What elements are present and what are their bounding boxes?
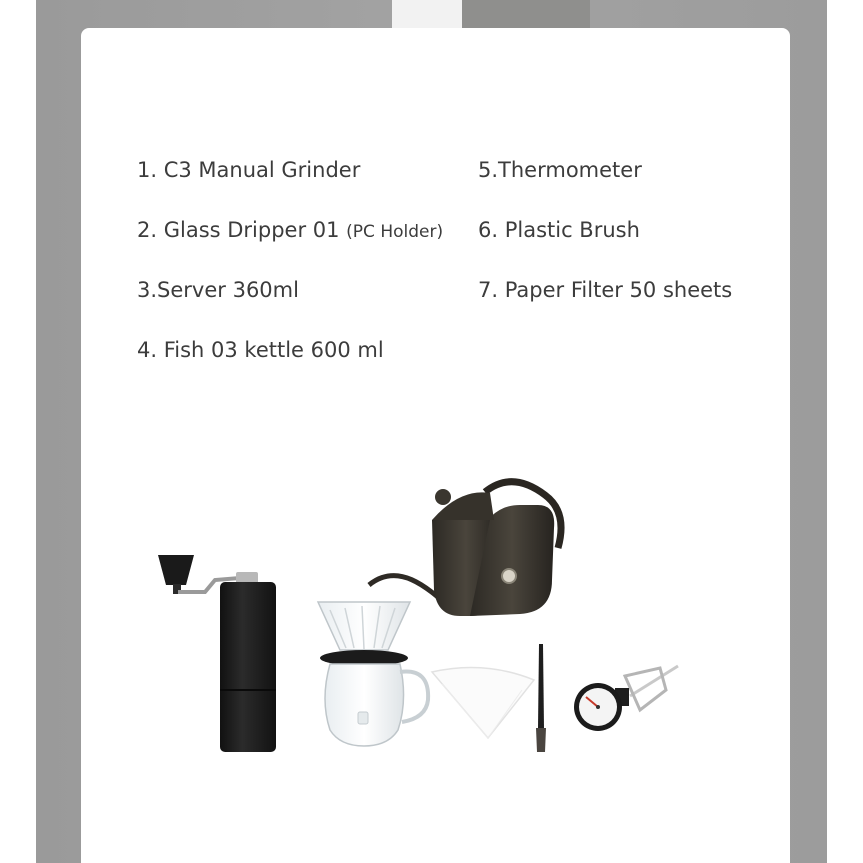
kettle-image bbox=[369, 482, 561, 616]
glass-dripper-image bbox=[318, 602, 410, 666]
list-item-2-note: (PC Holder) bbox=[346, 222, 444, 242]
paper-filter-image bbox=[432, 668, 534, 739]
server-image bbox=[325, 664, 428, 746]
thermometer-image bbox=[574, 666, 678, 731]
list-item-3: 3.Server 360ml bbox=[137, 278, 299, 302]
list-item-5: 5.Thermometer bbox=[478, 158, 642, 182]
brush-image bbox=[536, 644, 546, 752]
list-item-4: 4. Fish 03 kettle 600 ml bbox=[137, 338, 384, 362]
list-item-6: 6. Plastic Brush bbox=[478, 218, 640, 242]
grinder-image bbox=[158, 555, 276, 752]
list-item-1: 1. C3 Manual Grinder bbox=[137, 158, 361, 182]
list-item-2-main: 2. Glass Dripper 01 bbox=[137, 218, 347, 242]
list-item-7: 7. Paper Filter 50 sheets bbox=[478, 278, 733, 302]
